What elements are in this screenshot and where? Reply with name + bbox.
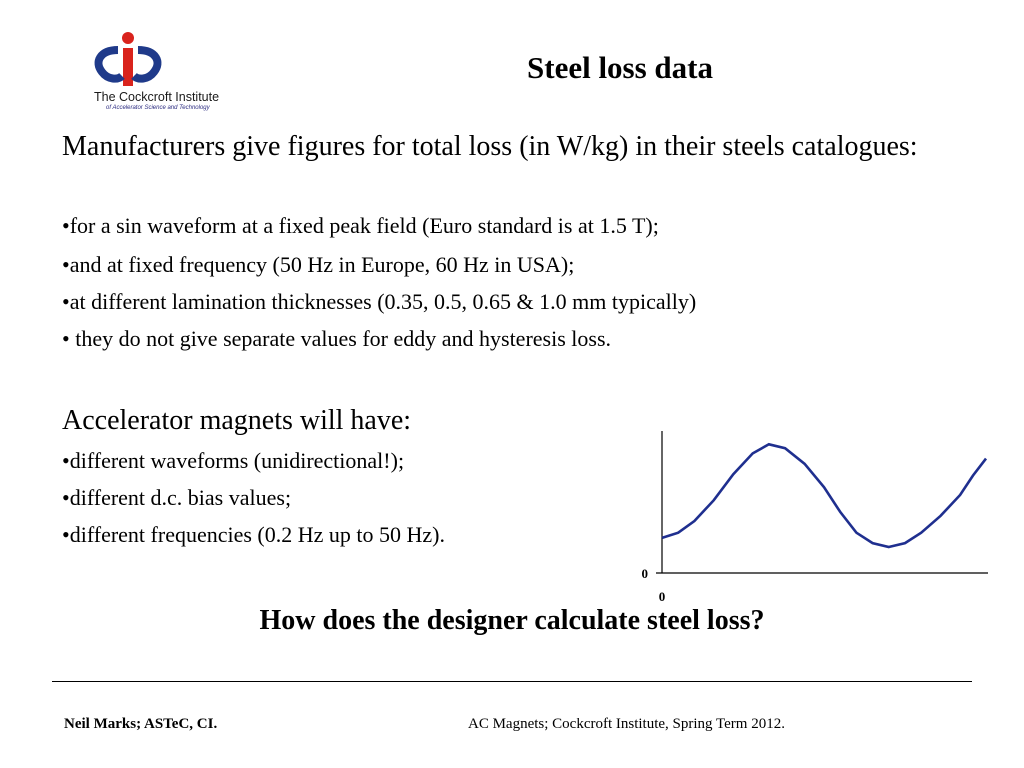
catalogue-bullet-2: •and at fixed frequency (50 Hz in Europe, 60 Hz in USA); bbox=[62, 252, 575, 277]
intro-paragraph: Manufacturers give figures for total loss (in W/kg) in their steels catalogues: bbox=[62, 131, 918, 162]
x-tick-label: 0 bbox=[658, 589, 666, 604]
cockcroft-institute-logo bbox=[88, 28, 248, 120]
footer-author: Neil Marks; ASTeC, CI. bbox=[64, 716, 218, 732]
waveform-series-line bbox=[662, 444, 986, 547]
magnets-subheading: Accelerator magnets will have: bbox=[62, 405, 412, 436]
catalogue-bullet-3: •at different lamination thicknesses (0.35, 0.5, 0.65 & 1.0 mm typically) bbox=[62, 289, 697, 314]
slide-title: Steel loss data bbox=[527, 50, 713, 85]
logo-line2: of Accelerator Science and Technology bbox=[106, 105, 210, 111]
catalogue-bullet-1: •for a sin waveform at a fixed peak field (Euro standard is at 1.5 T); bbox=[62, 213, 659, 238]
magnets-bullet-3: •different frequencies (0.2 Hz up to 50 Hz). bbox=[62, 522, 445, 547]
question-heading: How does the designer calculate steel loss? bbox=[259, 605, 765, 636]
y-tick-label: 0 bbox=[641, 566, 648, 581]
catalogue-bullet-4: • they do not give separate values for eddy and hysteresis loss. bbox=[62, 326, 612, 351]
logo-mark-icon bbox=[88, 28, 248, 90]
magnets-bullet-1: •different waveforms (unidirectional!); bbox=[62, 448, 405, 473]
logo-line1: The Cockcroft Institute bbox=[94, 90, 220, 104]
footer-divider bbox=[52, 681, 972, 682]
waveform-chart bbox=[620, 425, 1000, 615]
magnets-bullet-2: •different d.c. bias values; bbox=[62, 485, 292, 510]
footer-course: AC Magnets; Cockcroft Institute, Spring Term 2012. bbox=[468, 716, 785, 732]
